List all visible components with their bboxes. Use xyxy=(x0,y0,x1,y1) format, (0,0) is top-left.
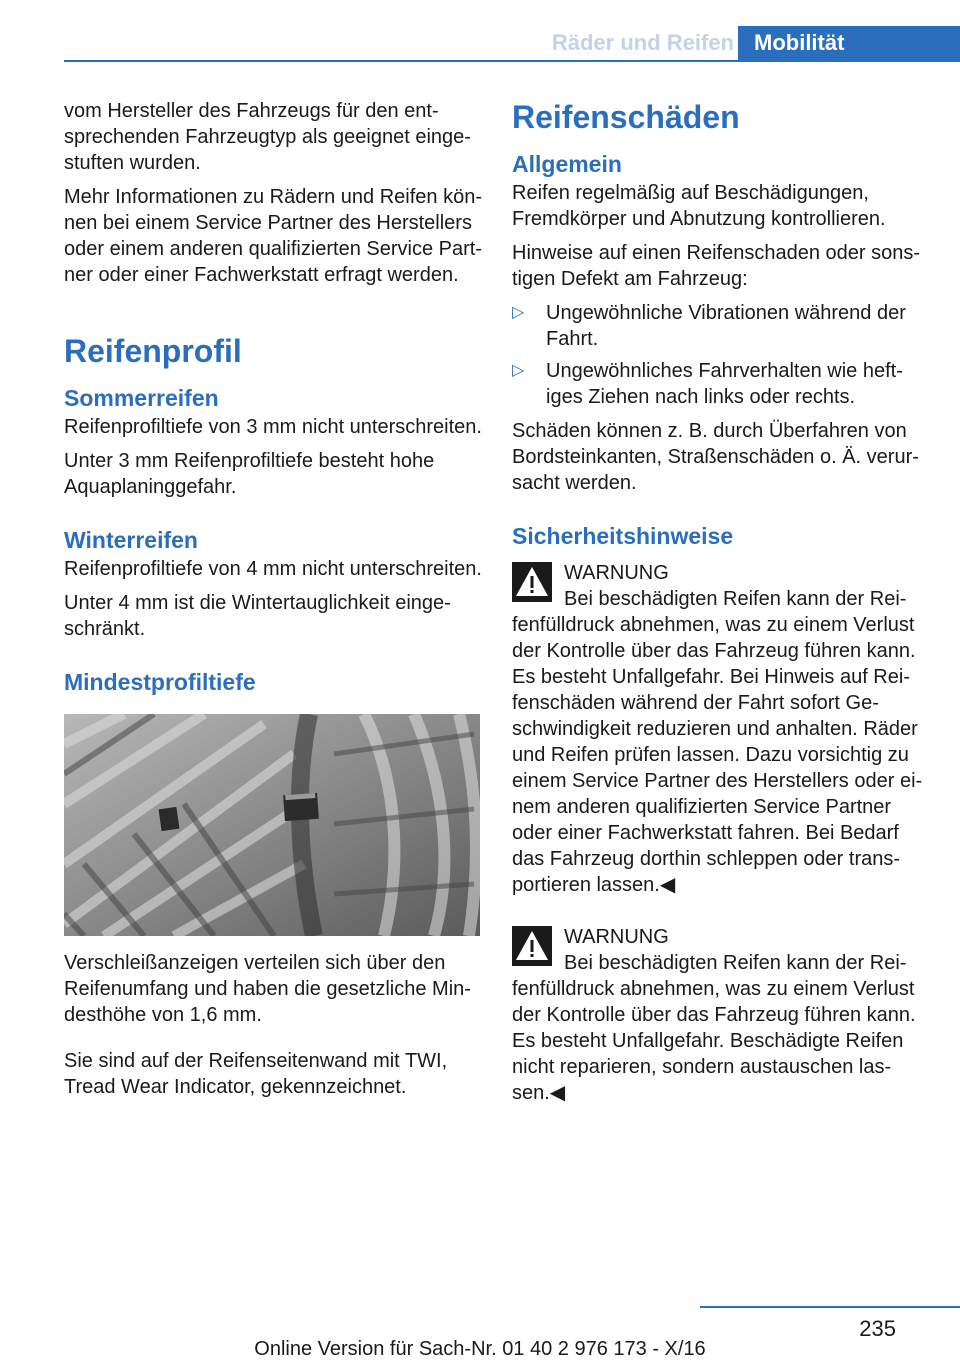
header-chapter-tab: Mobilität xyxy=(738,26,960,60)
winter-paragraph-1: Reifenprofiltiefe von 4 mm nicht unterschreiten. xyxy=(64,558,482,580)
page-header xyxy=(0,0,960,62)
general-paragraph-1: Reifen regelmäßig auf Beschädigungen, Fremdkörper und Abnutzung kontrollieren. xyxy=(512,182,886,230)
tire-tread-image xyxy=(64,714,480,936)
right-column xyxy=(512,98,924,1114)
footer-rule xyxy=(700,1306,960,1308)
min-paragraph-1: Verschleißanzeigen verteilen sich über den Reifenumfang und haben die gesetzliche Mindesthöhe von 1,6 mm. xyxy=(64,952,471,1026)
list-item-text: Ungewöhnliche Vibrationen während der Fahrt. xyxy=(546,302,906,350)
heading-allgemein: Allgemein xyxy=(512,151,622,177)
general-paragraph-2: Hinweise auf einen Reifenschaden oder sonstigen Defekt am Fahrzeug: xyxy=(512,242,921,290)
warning-icon xyxy=(512,926,552,966)
section-title-reifenprofil: Reifenprofil xyxy=(64,333,242,369)
list-item-text: Ungewöhnliches Fahrverhalten wie heftiges Ziehen nach links oder rechts. xyxy=(546,360,903,408)
warning-title: WARNUNG xyxy=(564,562,669,584)
section-title-reifenschaeden: Reifenschäden xyxy=(512,99,740,135)
heading-mindestprofiltiefe: Mindestprofiltiefe xyxy=(64,669,256,695)
warning-block xyxy=(512,560,924,898)
defect-bullet-list xyxy=(512,300,924,410)
warning-text: Bei beschädigten Reifen kann der Reifenfülldruck abnehmen, was zu einem Verlust der Kontrolle über das Fahrzeug führen kann. Es besteht Unfallgefahr. Bei Hinweis auf Reifenschäden während der Fahrt sofort Geschwindigkeit reduzieren und anhalten. Räder und Reifen prüfen lassen. Dazu vorsichtig zu einem Service Partner des Herstellers oder einem anderen qualifizierten Service Partner oder einer Fachwerkstatt fahren. Bei Bedarf das Fahrzeug dorthin schleppen oder transportieren lassen.◀ xyxy=(512,588,923,896)
list-item xyxy=(512,300,924,352)
winter-paragraph-2: Unter 4 mm ist die Wintertauglichkeit eingeschränkt. xyxy=(64,592,451,640)
intro-paragraph-1: vom Hersteller des Fahrzeugs für den entsprechenden Fahrzeugtyp als geeignet eingestuften wurden. xyxy=(64,100,471,174)
header-rule xyxy=(64,60,960,62)
warning-icon xyxy=(512,562,552,602)
warning-title: WARNUNG xyxy=(564,926,669,948)
min-paragraph-2: Sie sind auf der Reifenseitenwand mit TWI, Tread Wear Indicator, gekennzeichnet. xyxy=(64,1050,448,1098)
page-number: 235 xyxy=(859,1316,896,1341)
triangle-bullet-icon: ▷ xyxy=(512,362,525,379)
triangle-bullet-icon: ▷ xyxy=(512,304,525,321)
heading-sommerreifen: Sommerreifen xyxy=(64,385,219,411)
left-column xyxy=(64,98,484,1108)
intro-paragraph-2: Mehr Informationen zu Rädern und Reifen können bei einem Service Partner des Herstellers oder einem anderen qualifizierten Service Partner oder einer Fachwerkstatt erfragt werden. xyxy=(64,186,483,286)
header-section-title: Räder und Reifen xyxy=(551,30,734,55)
warning-text: Bei beschädigten Reifen kann der Reifenfülldruck abnehmen, was zu einem Verlust der Kontrolle über das Fahrzeug führen kann. Es besteht Unfallgefahr. Beschädigte Reifen nicht reparieren, sondern austauschen lassen.◀ xyxy=(512,952,916,1104)
summer-paragraph-1: Reifenprofiltiefe von 3 mm nicht unterschreiten. xyxy=(64,416,482,438)
heading-sicherheitshinweise: Sicherheitshinweise xyxy=(512,523,734,549)
warning-block xyxy=(512,924,924,1106)
list-item xyxy=(512,358,924,410)
heading-winterreifen: Winterreifen xyxy=(64,527,198,553)
damage-paragraph: Schäden können z. B. durch Überfahren von Bordsteinkanten, Straßenschäden o. Ä. verursacht werden. xyxy=(512,420,919,494)
footer-version-text: Online Version für Sach-Nr. 01 40 2 976 173 - X/16 xyxy=(254,1338,706,1360)
summer-paragraph-2: Unter 3 mm Reifenprofiltiefe besteht hohe Aquaplaninggefahr. xyxy=(64,450,435,498)
